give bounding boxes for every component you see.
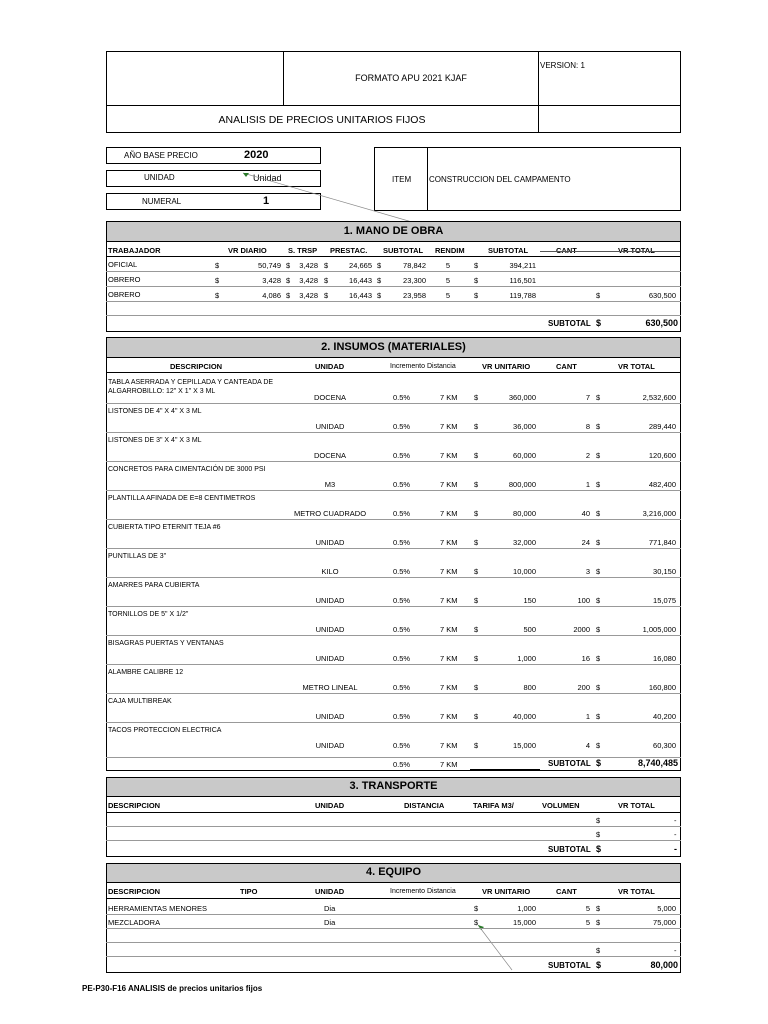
currency: $ [596,683,601,692]
currency: $ [474,509,479,518]
currency: $ [324,276,329,285]
unidad: UNIDAD [315,625,345,634]
currency: $ [474,625,479,634]
transporte-title: 3. TRANSPORTE [349,780,438,792]
cant: 2000 [573,625,590,634]
vr-total: 16,080 [653,654,676,663]
vr-total: 3,216,000 [642,509,676,518]
vr-total: 15,075 [653,596,676,605]
currency: $ [596,596,601,605]
vr-total: 30,150 [653,567,676,576]
unidad: METRO LINEAL [302,683,358,692]
descripcion: CONCRETOS PARA CIMENTACIÓN DE 3000 PSI [108,466,266,473]
vr-total: 1,005,000 [642,625,676,634]
vr-total: 289,440 [648,422,676,431]
currency: $ [596,422,601,431]
currency: $ [474,683,479,692]
cant: 2 [585,451,590,460]
col-vr-total: VR TOTAL [618,801,655,810]
row-divider [106,432,681,433]
currency: $ [474,904,479,913]
cant: 4 [585,741,590,750]
vr-unitario: 15,000 [513,741,536,750]
version-label: VERSION: 1 [540,61,585,70]
equipo-unidad: Dia [324,904,336,913]
unidad: UNIDAD [315,422,345,431]
incremento-km: 7 KM [440,422,458,431]
descripcion: PLANTILLA AFINADA DE E=8 CENTIMETROS [108,495,256,502]
unidad: UNIDAD [315,712,345,721]
unidad: M3 [324,480,336,489]
col-cant: CANT [556,362,577,371]
col-vr-total: VR TOTAL [618,887,655,896]
vr-total: 771,840 [648,538,676,547]
rendim: 5 [445,261,451,270]
col-vr-total: VR TOTAL [618,362,655,371]
vr-total: 160,800 [648,683,676,692]
unidad: UNIDAD [315,741,345,750]
currency: $ [474,918,479,927]
incremento-pct: 0.5% [393,712,411,721]
currency: $ [474,654,479,663]
vr-unitario: 32,000 [513,538,536,547]
item-value: CONSTRUCCION DEL CAMPAMENTO [429,175,571,184]
vr-total: 2,532,600 [642,393,676,402]
currency: $ [596,712,601,721]
col-trabajador: TRABAJADOR [108,246,161,255]
unidad: KILO [321,567,339,576]
incremento-pct: 0.5% [393,422,411,431]
subtotal: 78,842 [403,261,426,270]
numeral-label: NUMERAL [142,197,182,206]
vr-unitario: 800 [523,683,536,692]
incremento-km: 7 KM [440,480,458,489]
currency: $ [286,291,291,300]
currency: $ [596,567,601,576]
currency: $ [377,261,382,270]
equipo-subtotal-value: 80,000 [650,960,678,970]
incremento-pct: 0.5% [393,538,411,547]
equipo-vr-total: 75,000 [653,918,676,927]
footer-code: PE-P30-F16 ANALISIS de precios unitarios fijos [82,984,263,993]
incremento-km: 7 KM [440,393,458,402]
incremento-km: 7 KM [440,538,458,547]
cant: 3 [585,567,590,576]
vr-total: 482,400 [648,480,676,489]
currency: $ [474,261,479,270]
equipo-vr-unitario: 1,000 [517,904,536,913]
row-divider [106,693,681,694]
currency: $ [474,741,479,750]
col-vr-unitario: VR UNITARIO [482,362,531,371]
vr-unitario: 800,000 [508,480,536,489]
currency: $ [474,480,479,489]
vr-unitario: 40,000 [513,712,536,721]
s-trsp: 3,428 [299,291,318,300]
incremento-km: 7 KM [440,712,458,721]
equipo-cant: 5 [585,904,590,913]
currency: $ [286,276,291,285]
incremento-pct: 0.5% [393,567,411,576]
prestac: 16,443 [349,276,372,285]
vr-unitario: 1,000 [517,654,536,663]
descripcion-cont: ALGARROBILLO: 12" X 1" X 3 ML [108,388,216,395]
row-divider [106,664,681,665]
incremento-km: 7 KM [440,451,458,460]
currency: $ [596,816,601,825]
currency: $ [596,904,601,913]
vr-unitario: 36,000 [513,422,536,431]
incremento-km: 7 KM [440,654,458,663]
currency: $ [596,538,601,547]
transporte-value: - [674,830,677,839]
mano-obra-subtotal-label: SUBTOTAL [548,319,591,328]
transporte-subtotal-value: - [674,844,677,854]
unidad: DOCENA [313,393,347,402]
currency: $ [596,625,601,634]
descripcion: BISAGRAS PUERTAS Y VENTANAS [108,640,224,647]
descripcion: LISTONES DE 3" X 4" X 3 ML [108,437,202,444]
equipo-unidad: Dia [324,918,336,927]
trabajador: OBRERO [108,290,141,299]
cant: 7 [585,393,590,402]
currency: $ [377,291,382,300]
format-title: FORMATO APU 2021 KJAF [355,73,467,83]
col-tipo: TIPO [240,887,258,896]
equipo-vr-total: 5,000 [657,904,676,913]
descripcion: PUNTILLAS DE 3" [108,553,167,560]
transporte-value: - [674,816,677,825]
col-tarifa: TARIFA M3/ [473,801,514,810]
unidad: METRO CUADRADO [293,509,367,518]
incremento-km: 7 KM [440,509,458,518]
cant: 1 [585,712,590,721]
col-vr-unitario: VR UNITARIO [482,887,531,896]
prestac: 24,665 [349,261,372,270]
insumos-last-pct: 0.5% [393,760,411,769]
row-divider [106,403,681,404]
col-unidad: UNIDAD [315,362,345,371]
currency: $ [596,654,601,663]
currency: $ [596,844,602,854]
col-unidad: UNIDAD [315,801,345,810]
row-divider [106,490,681,491]
subtotal: 23,958 [403,291,426,300]
row-divider [106,635,681,636]
incremento-pct: 0.5% [393,741,411,750]
row-divider [106,606,681,607]
rendim: 5 [445,276,451,285]
ano-base-value: 2020 [244,149,269,161]
row-divider [106,548,681,549]
row-divider [106,461,681,462]
prestac: 16,443 [349,291,372,300]
descripcion: CAJA MULTIBREAK [108,698,172,705]
cant: 8 [585,422,590,431]
equipo-title: 4. EQUIPO [365,866,422,878]
incremento-pct: 0.5% [393,480,411,489]
vr-unitario: 80,000 [513,509,536,518]
descripcion: ALAMBRE CALIBRE 12 [108,669,184,676]
insumos-subtotal-value: 8,740,485 [637,758,678,768]
col-prestac: PRESTAC. [330,246,368,255]
col-volumen: VOLUMEN [542,801,580,810]
vr-diario: 3,428 [262,276,281,285]
transporte-subtotal-label: SUBTOTAL [548,845,591,854]
col-unidad: UNIDAD [315,887,345,896]
insumos-last-km: 7 KM [440,760,458,769]
vr-total: 40,200 [653,712,676,721]
numeral-value: 1 [263,195,270,207]
incremento-pct: 0.5% [393,654,411,663]
subtotal-2: 119,788 [509,291,536,300]
currency: $ [215,276,220,285]
vr-unitario: 150 [523,596,536,605]
currency: $ [286,261,291,270]
item-label: ITEM [392,175,412,184]
currency: $ [596,318,602,328]
vr-total: 630,500 [648,291,676,300]
descripcion: TABLA ASERRADA Y CEPILLADA Y CANTEADA DE [108,379,274,386]
descripcion: LISTONES DE 4" X 4" X 3 ML [108,408,202,415]
incremento-km: 7 KM [440,625,458,634]
currency: $ [596,451,601,460]
s-trsp: 3,428 [299,276,318,285]
col-distancia: DISTANCIA [404,801,445,810]
currency: $ [596,509,601,518]
incremento-pct: 0.5% [393,393,411,402]
incremento-pct: 0.5% [393,509,411,518]
currency: $ [596,291,601,300]
unidad: DOCENA [313,451,347,460]
currency: $ [474,596,479,605]
equipo-subtotal-label: SUBTOTAL [548,961,591,970]
currency: $ [474,567,479,576]
currency: $ [596,480,601,489]
ano-base-label: AÑO BASE PRECIO [124,151,198,160]
currency: $ [596,960,602,970]
row-divider [106,519,681,520]
incremento-km: 7 KM [440,567,458,576]
currency: $ [596,918,601,927]
incremento-km: 7 KM [440,596,458,605]
col-descripcion: DESCRIPCION [108,887,161,896]
equipo-vr-unitario: 15,000 [513,918,536,927]
currency: $ [474,712,479,721]
col-subtotal: SUBTOTAL [383,246,424,255]
insumos-subtotal-label: SUBTOTAL [548,759,591,768]
page-title: ANALISIS DE PRECIOS UNITARIOS FIJOS [218,114,426,126]
rendim: 5 [445,291,451,300]
unidad-label: UNIDAD [144,173,175,182]
vr-total: 60,300 [653,741,676,750]
vr-unitario: 360,000 [508,393,536,402]
incremento-pct: 0.5% [393,451,411,460]
col-rendim: RENDIM [435,246,465,255]
cant: 1 [585,480,590,489]
currency: $ [474,451,479,460]
currency: $ [596,758,602,768]
cant: 16 [581,654,590,663]
currency: $ [474,393,479,402]
currency: $ [596,741,601,750]
currency: $ [215,261,220,270]
currency: $ [474,538,479,547]
subtotal: 23,300 [403,276,426,285]
currency: $ [596,830,601,839]
incremento-km: 7 KM [440,683,458,692]
unidad-value: Unidad [253,173,282,183]
equipo-desc: HERRAMIENTAS MENORES [108,904,208,913]
s-trsp: 3,428 [299,261,318,270]
currency: $ [474,291,479,300]
descripcion: AMARRES PARA CUBIERTA [108,582,200,589]
descripcion: CUBIERTA TIPO ETERNIT TEJA #6 [108,524,221,531]
currency: $ [596,946,601,955]
vr-unitario: 500 [523,625,536,634]
descripcion: TORNILLOS DE 5" X 1/2" [108,611,189,618]
currency: $ [596,393,601,402]
subtotal-2: 394,211 [509,261,536,270]
equipo-empty-value: - [674,946,677,955]
mano-obra-title: 1. MANO DE OBRA [343,225,444,237]
subtotal-2: 116,501 [509,276,536,285]
col-descripcion: DESCRIPCION [108,801,161,810]
cant: 40 [581,509,590,518]
col-descripcion: DESCRIPCION [170,362,223,371]
col-incremento: Incremento Distancia [390,363,456,370]
equipo-cant: 5 [585,918,590,927]
mano-obra-subtotal-value: 630,500 [645,318,678,328]
incremento-pct: 0.5% [393,625,411,634]
cant: 200 [577,683,590,692]
incremento-pct: 0.5% [393,683,411,692]
col-cant: CANT [556,887,577,896]
cant: 24 [581,538,590,547]
vr-diario: 50,749 [258,261,281,270]
unidad: UNIDAD [315,538,345,547]
unidad: UNIDAD [315,596,345,605]
vr-unitario: 10,000 [513,567,536,576]
currency: $ [377,276,382,285]
insumos-title: 2. INSUMOS (MATERIALES) [321,341,466,353]
col-s-trsp: S. TRSP [288,246,318,255]
incremento-pct: 0.5% [393,596,411,605]
row-divider [106,722,681,723]
currency: $ [324,291,329,300]
vr-unitario: 60,000 [513,451,536,460]
incremento-km: 7 KM [440,741,458,750]
currency: $ [215,291,220,300]
vr-diario: 4,086 [262,291,281,300]
cant: 100 [577,596,590,605]
trabajador: OBRERO [108,275,141,284]
descripcion: TACOS PROTECCION ELECTRICA [108,727,222,734]
unidad: UNIDAD [315,654,345,663]
col-incremento: Incremento Distancia [390,888,456,895]
trabajador: OFICIAL [108,260,138,269]
col-subtotal-2: SUBTOTAL [488,246,529,255]
currency: $ [324,261,329,270]
vr-total: 120,600 [648,451,676,460]
row-divider [106,577,681,578]
currency: $ [474,276,479,285]
equipo-desc: MEZCLADORA [108,918,161,927]
currency: $ [474,422,479,431]
col-vr-diario: VR DIARIO [228,246,267,255]
